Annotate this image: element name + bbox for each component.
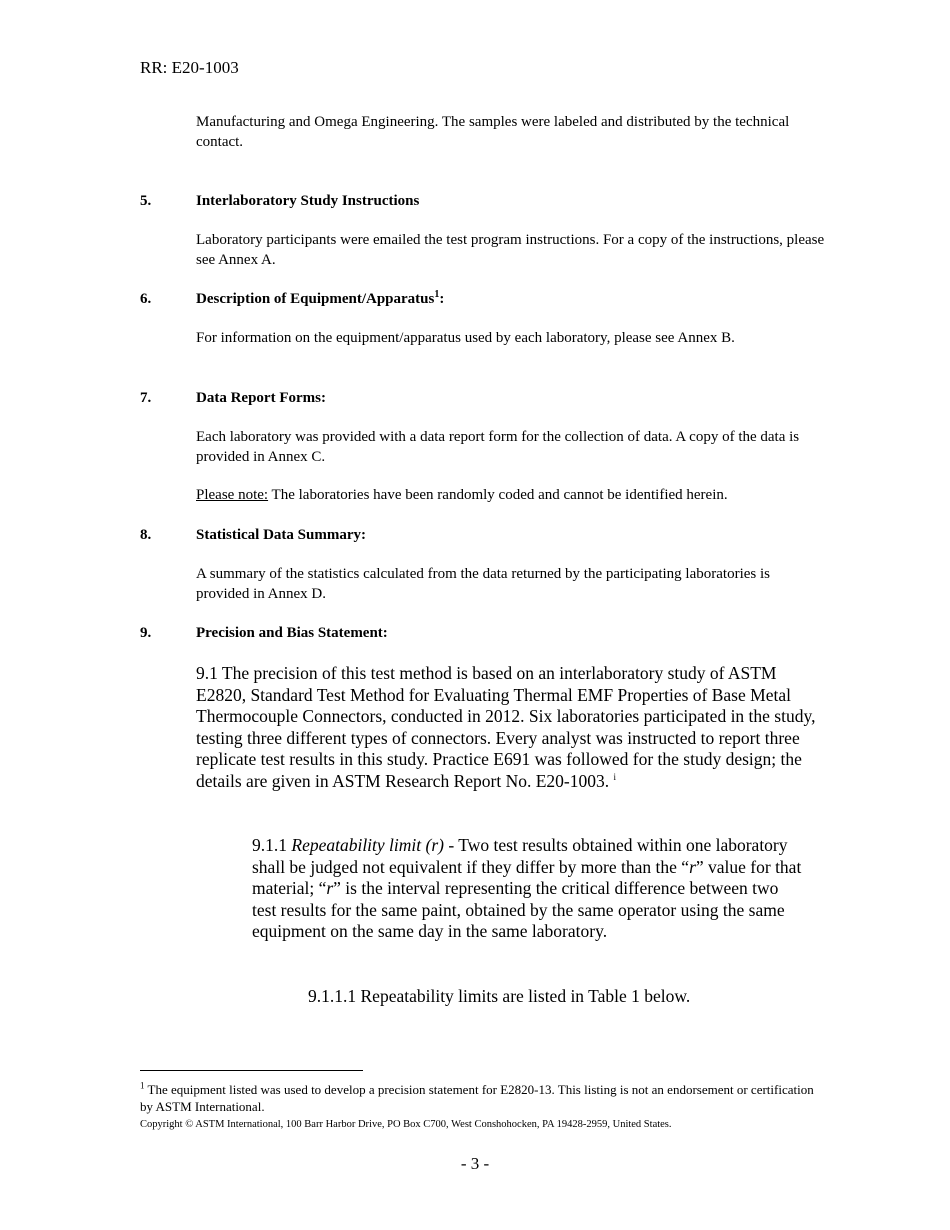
footnote-ref-1: 1 [434,289,440,300]
precision-9-1-text: 9.1 The precision of this test method is based on an interlaboratory study of ASTM E2820, Standard Test Method for Evaluating Thermal EMF Properties of Base Metal Thermocouple Connectors, conducted in 2012. Six laboratories participated in the study, testing three different types of connectors. Every analyst was instructed to report three replicate test results in this study. Practice E691 was followed for the study design; the details are given in ASTM Research Report No. E20-1003. [196,663,816,791]
please-note-label: Please note: [196,487,269,503]
section-7-body: Each laboratory was provided with a data report form for the collection of data. A copy of the data is provided in Annex C. [196,429,800,465]
repeatability-9-1-1-number: 9.1.1 [252,835,292,855]
section-6-title-text: Description of Equipment/Apparatus [196,291,435,307]
section-8-title: Statistical Data Summary: [196,527,366,543]
section-5-body: Laboratory participants were emailed the test program instructions. For a copy of the instructions, please see Annex A. [196,232,825,268]
repeatability-paragraph-9-1-1 [252,835,802,943]
please-note-paragraph [196,485,836,505]
r-symbol-2: r [326,878,334,899]
section-5-title: Interlaboratory Study Instructions [196,193,420,209]
report-id-header: RR: E20-1003 [140,58,239,77]
section-8-body: A summary of the statistics calculated from the data returned by the participating laboratories is provided in Annex D. [196,566,770,602]
endnote-ref-i: i [613,772,616,783]
section-5-number: 5. [140,193,152,209]
section-9-number: 9. [140,625,152,641]
repeatability-text-b: ” value for that material; “ [252,856,802,899]
please-note-text: The laboratories have been randomly coded and cannot be identified herein. [268,487,728,503]
footnote-separator [140,1070,363,1071]
page-number: - 3 - [460,1154,490,1173]
section-6-title-suffix: : [439,291,445,307]
repeatability-text-a: - Two test results obtained within one laboratory shall be judged not equivalent if they differ by more than the “ [252,835,788,877]
repeatability-text-c: ” is the interval representing the critical difference between two test results for the same paint, obtained by the same operator using the same equipment on the same day in the same laboratory. [252,878,785,942]
precision-paragraph-9-1 [196,663,816,793]
intro-paragraph: Manufacturing and Omega Engineering. The samples were labeled and distributed by the technical contact. [196,114,790,150]
footnote-text: The equipment listed was used to develop a precision statement for E2820-13. This listing is not an endorsement or certification by ASTM International. [140,1082,814,1114]
section-6-body: For information on the equipment/apparatus used by each laboratory, please see Annex B. [196,330,735,346]
section-6-number: 6. [140,291,152,307]
r-symbol-1: r [689,856,696,877]
section-7-title: Data Report Forms: [196,390,326,406]
repeatability-term: Repeatability limit (r) [291,835,444,855]
repeatability-paragraph-9-1-1-1: 9.1.1.1 Repeatability limits are listed in Table 1 below. [308,986,691,1006]
copyright-line: Copyright © ASTM International, 100 Barr Harbor Drive, PO Box C700, West Conshohocken, PA 19428-2959, United States. [140,1119,672,1130]
section-7-number: 7. [140,390,152,406]
section-9-title: Precision and Bias Statement: [196,625,388,641]
section-8-number: 8. [140,527,152,543]
footnote-marker: 1 [140,1080,145,1091]
section-6-title [196,289,444,309]
footnote-1 [140,1081,820,1115]
